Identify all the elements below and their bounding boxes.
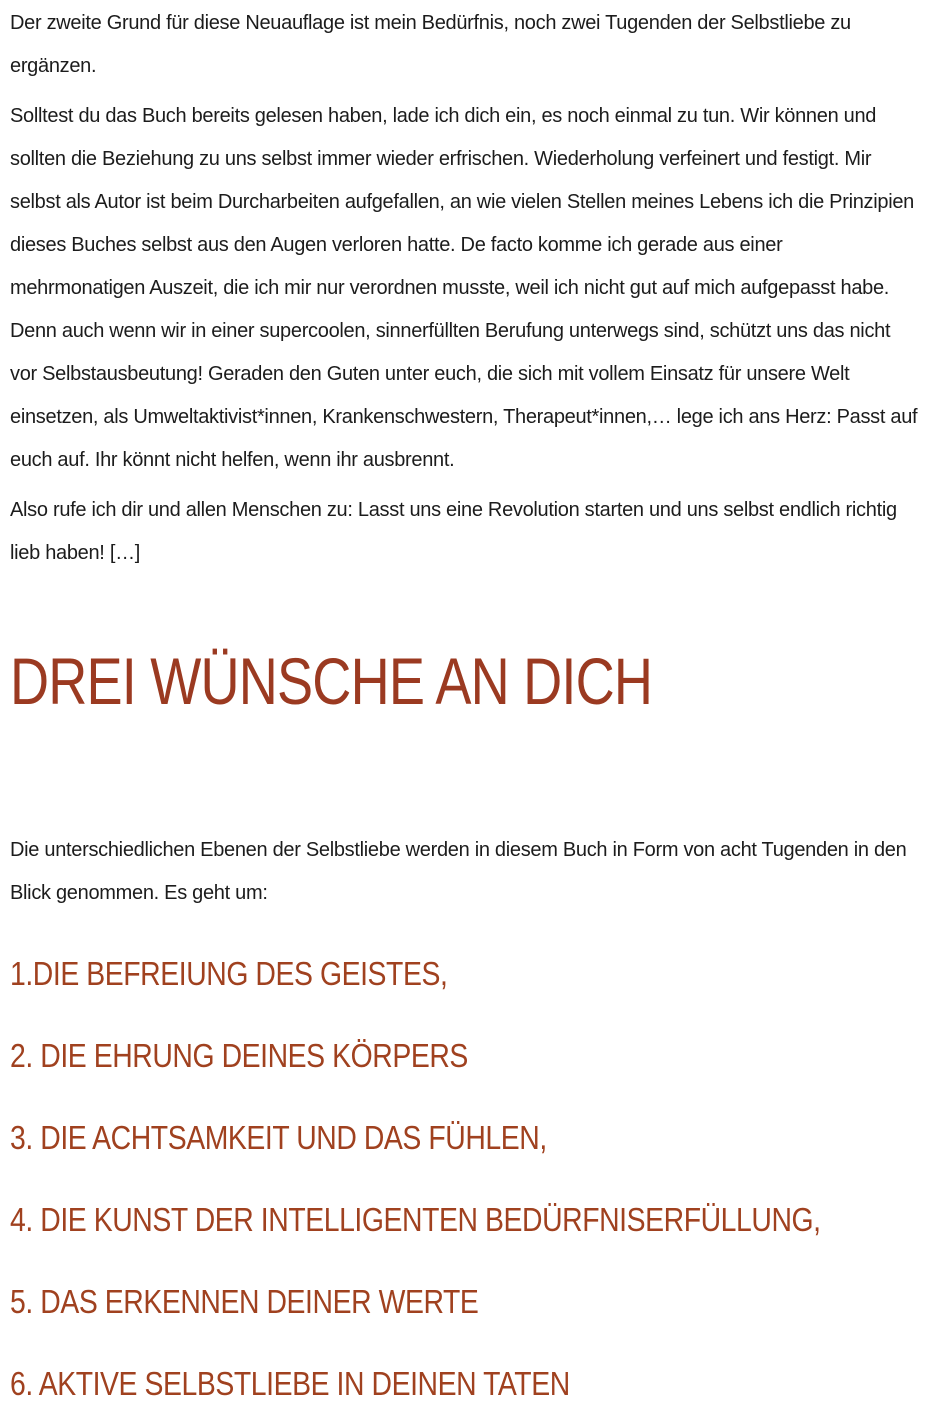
body-paragraph: Der zweite Grund für diese Neuauflage ist mein Bedürfnis, noch zwei Tugenden der Selbstliebe zu ergänzen. <box>10 12 851 77</box>
list-item-6: 6. AKTIVE SELBSTLIEBE IN DEINEN TATEN <box>10 1365 570 1402</box>
list-item-4: 4. DIE KUNST DER INTELLIGENTEN BEDÜRFNISERFÜLLUNG, <box>10 1201 821 1238</box>
virtue-list <box>10 957 918 1400</box>
body-paragraph: Also rufe ich dir und allen Menschen zu: Lasst uns eine Revolution starten und uns selbst endlich richtig lieb haben! […] <box>10 499 897 564</box>
list-item-5: 5. DAS ERKENNEN DEINER WERTE <box>10 1283 479 1320</box>
list-item-1: 1.DIE BEFREIUNG DES GEISTES, <box>10 955 448 992</box>
list-item-2: 2. DIE EHRUNG DEINES KÖRPERS <box>10 1037 468 1074</box>
list-item-3: 3. DIE ACHTSAMKEIT UND DAS FÜHLEN, <box>10 1119 547 1156</box>
body-paragraph: Solltest du das Buch bereits gelesen haben, lade ich dich ein, es noch einmal zu tun. Wir können und sollten die Beziehung zu uns selbst immer wieder erfrischen. Wiederholung verfeinert und festigt. Mir selbst als Autor ist beim Durcharbeiten aufgefallen, an wie vielen Stellen meines Lebens ich die Prinzipien dieses Buches selbst aus den Augen verloren hatte. De facto komme ich gerade aus einer mehrmonatigen Auszeit, die ich mir nur verordnen musste, weil ich nicht gut auf mich aufgepasst habe. Denn auch wenn wir in einer supercoolen, sinnerfüllten Berufung unterwegs sind, schützt uns das nicht vor Selbstausbeutung! Geraden den Guten unter euch, die sich mit vollem Einsatz für unsere Welt einsetzen, als Umweltaktivist*innen, Krankenschwestern, Therapeut*innen,… lege ich ans Herz: Passt auf euch auf. Ihr könnt nicht helfen, wenn ihr ausbrennt. <box>10 105 918 471</box>
page-content <box>10 2 918 1400</box>
intro-paragraph: Die unterschiedlichen Ebenen der Selbstliebe werden in diesem Buch in Form von acht Tugenden in den Blick genommen. Es geht um: <box>10 839 907 904</box>
section-heading: DREI WÜNSCHE AN DICH <box>10 644 653 718</box>
